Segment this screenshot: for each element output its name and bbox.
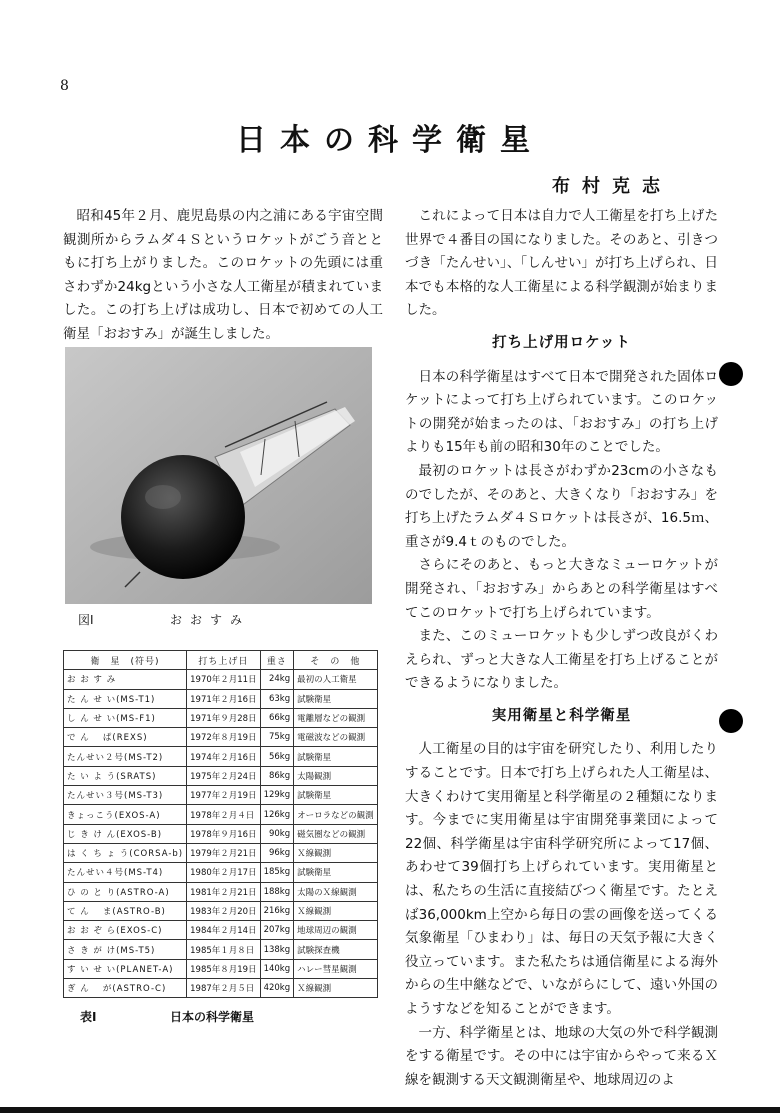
cell-weight: 96kg [260,843,294,862]
cell-weight: 90kg [260,824,294,843]
table-row [64,805,378,824]
cell-satellite-name: お お ぞ ら(EXOS-C) [64,921,187,940]
cell-launch-date: 1985年８月19日 [187,959,260,978]
table-row [64,940,378,959]
cell-launch-date: 1974年２月16日 [187,747,260,766]
table-row [64,747,378,766]
cell-notes: 試験探査機 [294,940,378,959]
cell-satellite-name: たんせい２号(MS-T2) [64,747,187,766]
figure-caption [78,611,250,628]
cell-notes: 磁気圏などの観測 [294,824,378,843]
intro-paragraph: 昭和45年２月、鹿児島県の内之浦にある宇宙空間観測所からラムダ４Ｓというロケットがごう音とともに打ち上がりました。このロケットの先頭には重さわずか24kgという小さな人工衛星が積まれていました。この打ち上げは成功し、日本で初めての人工衛星「おおすみ」が誕生しました。 [63,208,383,342]
table-row [64,979,378,998]
header-weight: 重さ [260,651,294,670]
cell-launch-date: 1987年２月５日 [187,979,260,998]
table-row [64,824,378,843]
cell-notes: 地球周辺の観測 [294,921,378,940]
cell-notes: Ｘ線観測 [294,843,378,862]
cell-weight: 188kg [260,882,294,901]
section-heading-rocket: 打ち上げ用ロケット [492,334,631,351]
header-other: そ の 他 [294,651,378,670]
cell-satellite-name: お お す み [64,670,187,689]
cell-satellite-name: し ん せ い(MS-F1) [64,708,187,727]
cell-notes: 最初の人工衛星 [294,670,378,689]
cell-launch-date: 1985年１月８日 [187,940,260,959]
rocket-paragraph: また、このミューロケットも少しずつ改良がくわえられ、ずっと大きな人工衛星を打ち上げることができるようになりました。 [405,628,718,692]
page-edge [0,1107,780,1113]
cell-weight: 24kg [260,670,294,689]
table-body [64,670,378,998]
section-heading-practical: 実用衛星と科学衛星 [491,707,632,724]
cell-weight: 75kg [260,728,294,747]
right-column [405,205,718,1092]
cell-satellite-name: て ん ま(ASTRO-B) [64,901,187,920]
cell-weight: 216kg [260,901,294,920]
table-row [64,766,378,785]
cell-launch-date: 1981年２月21日 [187,882,260,901]
cell-weight: 185kg [260,863,294,882]
table-row [64,708,378,727]
cell-satellite-name: た ん せ い(MS-T1) [64,689,187,708]
right-intro-paragraph: これによって日本は自力で人工衛星を打ち上げた世界で４番目の国になりました。そのあと、引きつづき「たんせい」、「しんせい」が打ち上げられ、日本でも本格的な人工衛星による科学観測が始まりました。 [405,208,718,319]
cell-launch-date: 1972年８月19日 [187,728,260,747]
cell-weight: 420kg [260,979,294,998]
cell-satellite-name: は く ち ょ う(CORSA-b) [64,843,187,862]
cell-weight: 207kg [260,921,294,940]
cell-satellite-name: で ん ぱ(REXS) [64,728,187,747]
table-row [64,728,378,747]
cell-satellite-name: さ き が け(MS-T5) [64,940,187,959]
practical-paragraph: 一方、科学衛星とは、地球の大気の外で科学観測をする衛星です。その中には宇宙からやって来るＸ線を観測する天文観測衛星や、地球周辺のよ [405,1024,718,1088]
cell-launch-date: 1975年２月24日 [187,766,260,785]
satellite-photo [65,347,372,604]
cell-weight: 140kg [260,959,294,978]
cell-launch-date: 1983年２月20日 [187,901,260,920]
cell-notes: Ｘ線観測 [294,901,378,920]
cell-launch-date: 1971年２月16日 [187,689,260,708]
ohsumi-satellite-image [65,347,372,604]
table-row [64,689,378,708]
table-row [64,959,378,978]
cell-satellite-name: ひ の と り(ASTRO-A) [64,882,187,901]
cell-launch-date: 1980年２月17日 [187,863,260,882]
table-row [64,843,378,862]
satellite-table [63,650,378,998]
rocket-paragraph: 日本の科学衛星はすべて日本で開発された固体ロケットによって打ち上げられています。このロケットの開発が始まったのは、「おおすみ」の打ち上げよりも15年も前の昭和30年のことでした。 [405,368,718,456]
cell-notes: 太陽のＸ線観測 [294,882,378,901]
cell-satellite-name: きょっこう(EXOS-A) [64,805,187,824]
cell-notes: 試験衛星 [294,786,378,805]
cell-satellite-name: た い よ う(SRATS) [64,766,187,785]
cell-weight: 129kg [260,786,294,805]
cell-weight: 126kg [260,805,294,824]
rocket-paragraph: さらにそのあと、もっと大きなミューロケットが開発され、「おおすみ」からあとの科学衛星はすべてこのロケットで打ち上げられています。 [405,557,718,621]
table-number: 表Ⅰ [80,1010,97,1024]
article-title: 日本の科学衛星 [236,123,544,158]
table-title: 日本の科学衛星 [170,1010,255,1024]
cell-launch-date: 1970年２月11日 [187,670,260,689]
figure-title: おおすみ [170,613,251,627]
cell-notes: ハレー彗星観測 [294,959,378,978]
cell-satellite-name: す い せ い(PLANET-A) [64,959,187,978]
table-row [64,921,378,940]
binder-hole [719,362,743,386]
table-row [64,901,378,920]
practical-paragraph: 人工衛星の目的は宇宙を研究したり、利用したりすることです。日本で打ち上げられた人工衛星は、大きくわけて実用衛星と科学衛星の２種類になります。今までに実用衛星は宇宙開発事業団によって22個、科学衛星は宇宙科学研究所によって17個、あわせて39個打ち上げられています。実用衛星とは、私たちの生活に直接結びつく衛星です。たとえば36,000km上空から毎日の雲の画像を送ってくる気象衛星「ひまわり」は、毎日の天気予報に大きく役立っています。また私たちは通信衛星による海外からの生中継などで、いながらにして、遠い外国のようすなどを知ることができます。 [405,741,718,1017]
table-caption [80,1008,254,1025]
author-name: 布村克志 [552,176,672,197]
header-satellite: 衛 星 (符号) [64,651,187,670]
table-row [64,786,378,805]
cell-launch-date: 1979年２月21日 [187,843,260,862]
binder-hole [719,709,743,733]
cell-notes: 試験衛星 [294,863,378,882]
rocket-paragraph: 最初のロケットは長さがわずか23cmの小さなものでしたが、そのあと、大きくなり「おおすみ」を打ち上げたラムダ４Ｓロケットは長さが、16.5ｍ、重さが9.4ｔのものでした。 [405,462,718,550]
header-launch-date: 打ち上げ日 [187,651,260,670]
cell-launch-date: 1978年９月16日 [187,824,260,843]
cell-notes: 電磁波などの観測 [294,728,378,747]
cell-satellite-name: ぎ ん が(ASTRO-C) [64,979,187,998]
figure-number: 図Ⅰ [78,613,94,627]
cell-notes: 試験衛星 [294,747,378,766]
cell-weight: 56kg [260,747,294,766]
table-header-row [64,651,378,670]
cell-notes: オーロラなどの観測 [294,805,378,824]
cell-weight: 63kg [260,689,294,708]
cell-launch-date: 1984年２月14日 [187,921,260,940]
cell-weight: 86kg [260,766,294,785]
cell-launch-date: 1978年２月４日 [187,805,260,824]
cell-notes: Ｘ線観測 [294,979,378,998]
left-column [63,205,383,347]
cell-weight: 66kg [260,708,294,727]
cell-launch-date: 1977年２月19日 [187,786,260,805]
cell-satellite-name: たんせい４号(MS-T4) [64,863,187,882]
table-row [64,670,378,689]
table-row [64,863,378,882]
cell-weight: 138kg [260,940,294,959]
cell-satellite-name: じ き け ん(EXOS-B) [64,824,187,843]
cell-notes: 太陽観測 [294,766,378,785]
page-number: 8 [60,78,69,94]
cell-notes: 電離層などの観測 [294,708,378,727]
cell-satellite-name: たんせい３号(MS-T3) [64,786,187,805]
cell-launch-date: 1971年９月28日 [187,708,260,727]
table-row [64,882,378,901]
cell-notes: 試験衛星 [294,689,378,708]
